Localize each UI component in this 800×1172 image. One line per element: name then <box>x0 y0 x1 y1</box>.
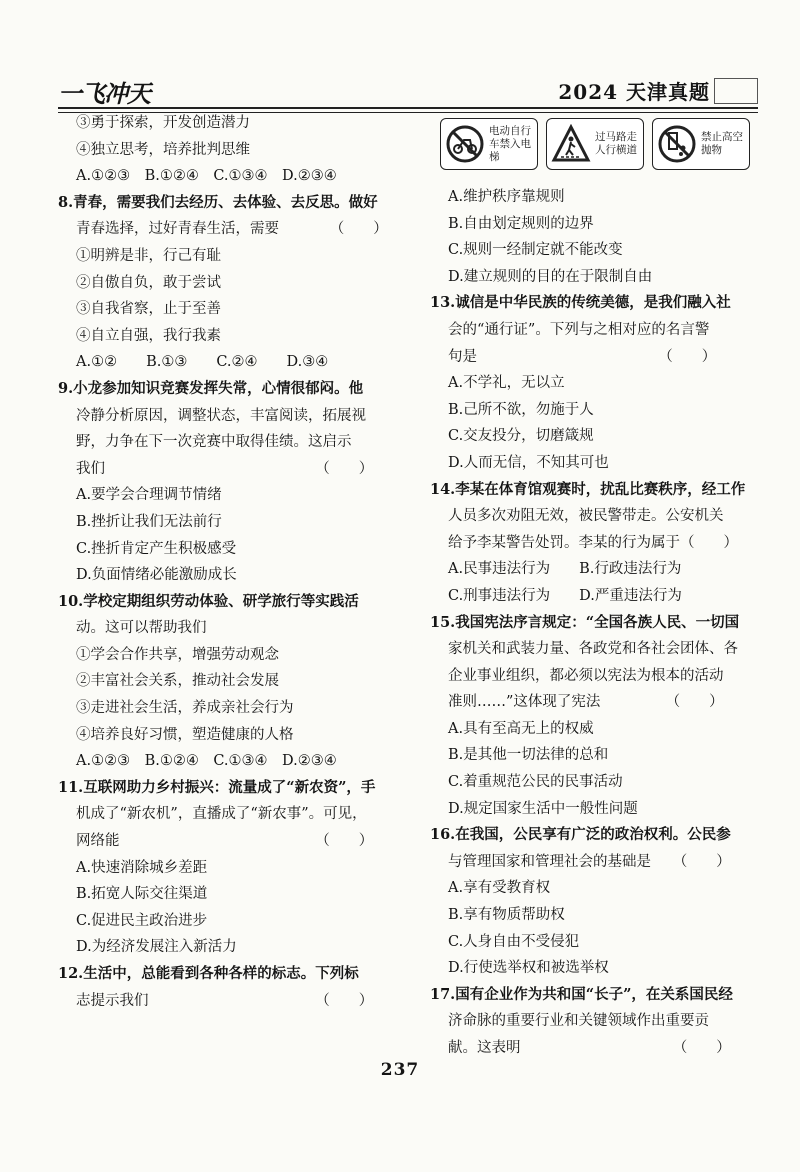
right-question-lines <box>430 184 758 1062</box>
text-line: B.享有物质帮助权 <box>448 907 565 924</box>
text-line: C.规则一经制定就不能改变 <box>448 242 623 259</box>
header-title: 2024 天津真题 <box>558 80 710 104</box>
text-line: ④自立自强，我行我素 <box>76 327 221 344</box>
text-line: B.挫折让我们无法前行 <box>76 513 222 530</box>
no-throwing-from-height-icon <box>657 124 697 164</box>
text-line: A.维护秩序靠规则 <box>448 189 565 205</box>
text-line: B.是其他一切法律的总和 <box>448 747 609 764</box>
text-line: A.①②③ B.①②④ C.①③④ D.②③④ <box>76 753 337 770</box>
question-stem-line: 12.生活中，总能看到各种各样的标志。下列标 <box>58 965 359 982</box>
text-line: A.①② B.①③ C.②④ D.③④ <box>76 354 329 371</box>
text-line: ③自我省察，止于至善 <box>76 301 221 318</box>
text-line: 献。这表明 （ ） <box>448 1040 731 1056</box>
text-line: D.行使选举权和被选举权 <box>448 960 609 977</box>
text-line: C.人身自由不受侵犯 <box>448 933 580 950</box>
text-line: ④独立思考，培养批判思维 <box>76 141 250 158</box>
text-line: ①学会合作共享，增强劳动观念 <box>76 646 279 663</box>
right-column <box>430 110 758 1062</box>
text-line: 机成了“新农机”，直播成了“新农事”。可见， <box>76 806 367 823</box>
question-stem-line: 8.青春，需要我们去经历、去体验、去反思。做好 <box>58 193 378 211</box>
text-line: 冷静分析原因，调整状态，丰富阅读，拓展视 <box>76 407 366 424</box>
text-line: C.促进民主政治进步 <box>76 912 208 929</box>
text-line: B.拓宽人际交往渠道 <box>76 886 208 903</box>
text-line: C.交友投分，切磨箴规 <box>448 428 594 445</box>
text-line: ③走进社会生活，养成亲社会行为 <box>76 700 294 717</box>
text-line: 我们 （ ） <box>76 460 374 477</box>
question-stem-line: 17.国有企业作为共和国“长子”，在关系国民经 <box>430 985 733 1003</box>
text-line: A.具有至高无上的权威 <box>448 720 594 737</box>
text-line: B.自由划定规则的边界 <box>448 215 594 232</box>
text-line: 会的“通行证”。下列与之相对应的名言警 <box>448 321 710 338</box>
text-line: D.规定国家生活中一般性问题 <box>448 800 638 817</box>
text-line: 志提示我们 （ ） <box>76 992 374 1009</box>
text-line: 济命脉的重要行业和关键领域作出重要贡 <box>448 1013 709 1030</box>
text-line: D.负面情绪必能激励成长 <box>76 567 237 584</box>
text-line: 给予李某警告处罚。李某的行为属于（ ） <box>448 534 738 551</box>
header-box <box>714 78 758 104</box>
sign-label: 禁止高空抛物 <box>701 131 743 156</box>
pedestrian-crossing-icon <box>551 124 591 164</box>
text-line: ②自傲自负，敢于尝试 <box>76 274 221 291</box>
text-line: 句是 （ ） <box>448 348 717 365</box>
text-line: 与管理国家和管理社会的基础是 （ ） <box>448 853 731 870</box>
question-stem-line: 10.学校定期组织劳动体验、研学旅行等实践活 <box>58 592 359 610</box>
text-line: 准则……”这体现了宪法 （ ） <box>448 694 724 711</box>
sign-crosswalk <box>546 118 644 170</box>
text-line: ③勇于探索，开发创造潜力 <box>76 115 250 131</box>
sign-label: 电动自行车禁入电梯 <box>489 124 531 163</box>
text-line: 网络能 （ ） <box>76 833 374 850</box>
text-line: ①明辨是非，行己有耻 <box>76 247 221 264</box>
page-number: 237 <box>380 1060 420 1080</box>
no-ebike-elevator-icon <box>445 124 485 164</box>
text-line: D.建立规则的目的在于限制自由 <box>448 268 653 285</box>
text-line: 动。这可以帮助我们 <box>76 620 207 637</box>
text-line: 家机关和武装力量、各政党和各社会团体、各 <box>448 641 738 658</box>
text-line: D.人而无信，不知其可也 <box>448 454 609 471</box>
text-line: A.①②③ B.①②④ C.①③④ D.②③④ <box>76 168 337 185</box>
text-line: 野，力争在下一次竞赛中取得佳绩。这启示 <box>76 434 352 451</box>
question-stem-line: 13.诚信是中华民族的传统美德，是我们融入社 <box>430 294 731 312</box>
page-header <box>58 72 758 106</box>
text-line: ②丰富社会关系，推动社会发展 <box>76 673 279 690</box>
text-line: 人员多次劝阻无效，被民警带走。公安机关 <box>448 508 724 525</box>
text-line: C.着重规范公民的民事活动 <box>448 774 623 791</box>
text-line: ④培养良好习惯，塑造健康的人格 <box>76 726 294 743</box>
text-line: D.为经济发展注入新活力 <box>76 939 237 956</box>
question-stem-line: 15.我国宪法序言规定：“全国各族人民、一切国 <box>430 613 740 631</box>
text-line: A.不学礼，无以立 <box>448 375 565 392</box>
text-line: A.享有受教育权 <box>448 880 551 897</box>
question-stem-line: 16.在我国，公民享有广泛的政治权利。公民参 <box>430 826 731 844</box>
sign-row <box>430 110 758 184</box>
text-line: A.快速消除城乡差距 <box>76 859 208 876</box>
left-column <box>58 110 398 1014</box>
text-line: 青春选择，过好青春生活，需要 （ ） <box>76 221 388 238</box>
brand-logo: 一飞冲天 <box>58 80 150 108</box>
text-line: C.刑事违法行为 D.严重违法行为 <box>448 587 682 604</box>
text-line: C.挫折肯定产生积极感受 <box>76 540 237 557</box>
question-stem-line: 14.李某在体育馆观赛时，扰乱比赛秩序，经工作 <box>430 480 746 498</box>
text-line: B.己所不欲，勿施于人 <box>448 401 594 418</box>
text-line: A.要学会合理调节情绪 <box>76 487 222 504</box>
question-stem-line: 9.小龙参加知识竞赛发挥失常，心情很郁闷。他 <box>58 379 364 397</box>
question-stem-line: 11.互联网助力乡村振兴：流量成了“新农资”，手 <box>58 778 376 796</box>
text-line: 企业事业组织，都必须以宪法为根本的活动 <box>448 667 724 684</box>
sign-label: 过马路走人行横道 <box>595 131 637 156</box>
text-line: A.民事违法行为 B.行政违法行为 <box>448 561 682 578</box>
sign-no-ebike <box>440 118 538 170</box>
sign-no-throwing <box>652 118 750 170</box>
